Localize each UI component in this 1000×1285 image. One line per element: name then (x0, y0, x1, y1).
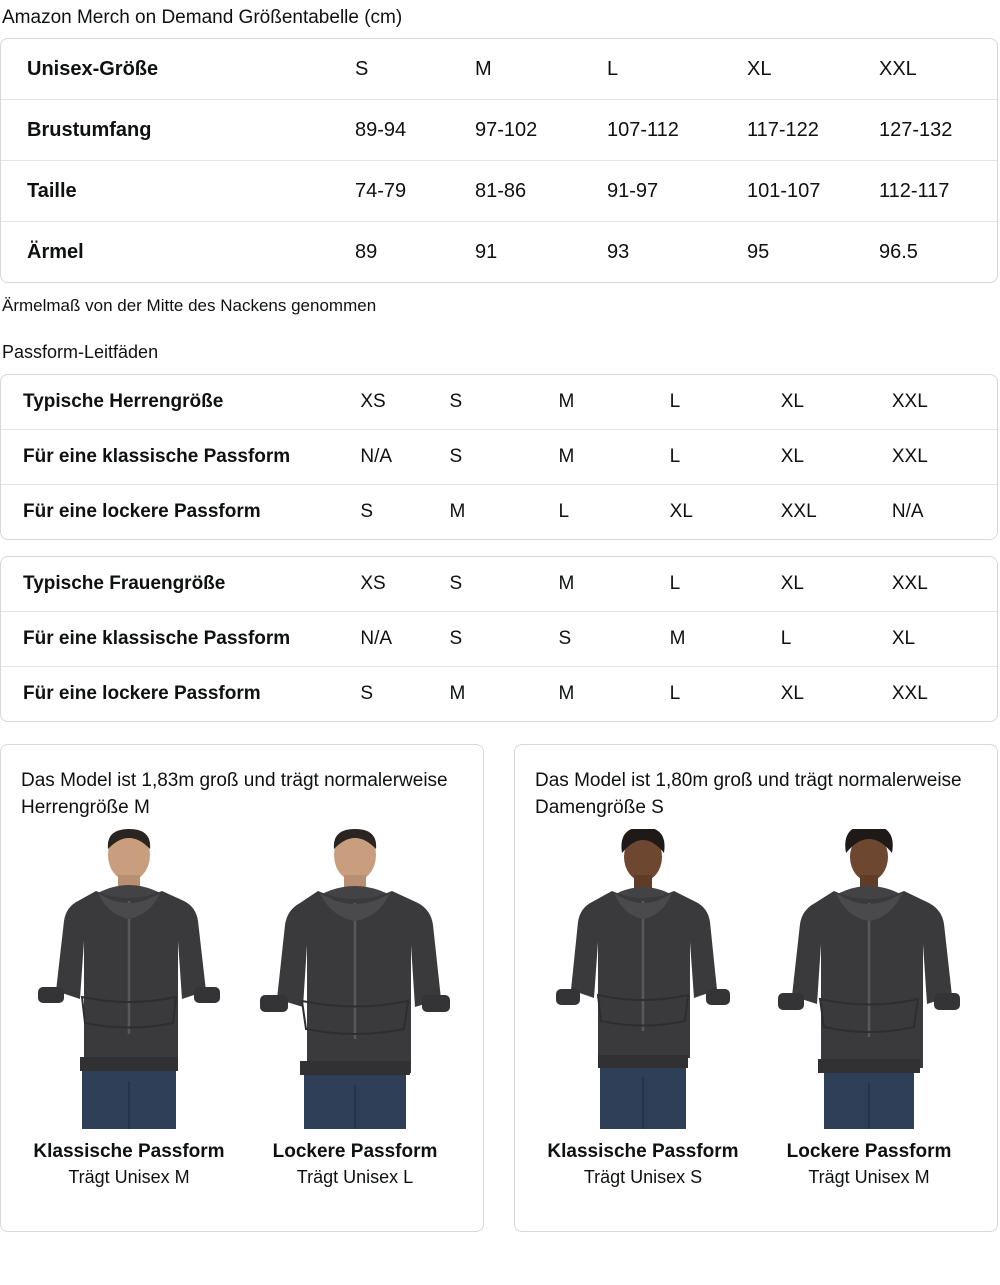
row-label: Für eine klassische Passform (1, 430, 334, 485)
cell: XL (780, 683, 804, 704)
cell: 95 (747, 241, 770, 263)
fit-wears: Trägt Unisex S (583, 1167, 703, 1187)
table-row (1, 100, 998, 161)
model-card-mens (0, 744, 484, 1232)
row-label: Ärmel (27, 241, 84, 263)
row-label: Für eine lockere Passform (23, 683, 261, 704)
figure-caption-relaxed (761, 1139, 977, 1190)
cell: XL (775, 557, 886, 612)
cell: N/A (334, 430, 443, 485)
cell: N/A (334, 612, 443, 667)
cell: XL (775, 375, 886, 430)
cell: XS (334, 375, 443, 430)
model-figures (21, 829, 463, 1129)
cell: XXL (891, 683, 928, 704)
cell: M (555, 375, 666, 430)
model-figure-relaxed-fit (260, 829, 450, 1129)
row-label: Taille (1, 161, 331, 222)
model-figure-relaxed-fit (774, 829, 964, 1129)
fit-name: Lockere Passform (272, 1141, 438, 1162)
cell: M (666, 612, 775, 667)
cell: XS (334, 557, 443, 612)
table-row (1, 375, 997, 430)
figure-caption-relaxed (247, 1139, 463, 1190)
cell: 117-122 (739, 100, 871, 161)
cell: S (331, 39, 465, 100)
row-label: Typische Herrengröße (1, 375, 334, 430)
row-label: Typische Frauengröße (1, 557, 334, 612)
table-row (1, 667, 997, 722)
cell: M (465, 39, 599, 100)
table-row (1, 612, 997, 667)
unisex-measurements-table (0, 38, 998, 283)
model-figure-labels (21, 1139, 463, 1190)
fit-wears: Trägt Unisex M (808, 1167, 930, 1187)
cell: L (669, 683, 681, 704)
table-row (1, 485, 997, 540)
model-figure-classic-fit (34, 829, 224, 1129)
cell: XXL (886, 430, 997, 485)
cell: M (555, 557, 666, 612)
row-label: Unisex-Größe (1, 39, 331, 100)
cell: S (360, 683, 374, 704)
model-description: Das Model ist 1,80m groß und trägt normalerweise Damengröße S (535, 770, 962, 818)
cell: L (558, 501, 570, 522)
cell: S (443, 612, 554, 667)
cell: L (666, 557, 775, 612)
womens-fit-guide-table (0, 556, 998, 722)
cell: L (666, 430, 775, 485)
cell: S (443, 375, 554, 430)
table-row (1, 430, 997, 485)
cell: 89 (355, 241, 378, 263)
cell: L (775, 612, 886, 667)
cell: 91 (475, 241, 498, 263)
mens-fit-guide-table (0, 374, 998, 540)
fit-name: Klassische Passform (547, 1141, 739, 1162)
cell: M (449, 683, 466, 704)
cell: S (360, 501, 374, 522)
cell: 127-132 (871, 100, 998, 161)
cell: M (558, 683, 575, 704)
cell: 97-102 (465, 100, 599, 161)
model-card-womens (514, 744, 998, 1232)
cell: XL (739, 39, 871, 100)
table-row (1, 557, 997, 612)
cell: 81-86 (465, 161, 599, 222)
row-label: Brustumfang (1, 100, 331, 161)
cell: 74-79 (331, 161, 465, 222)
table-row (1, 222, 998, 283)
cell: M (449, 501, 466, 522)
cell: L (666, 375, 775, 430)
cell: S (555, 612, 666, 667)
fit-wears: Trägt Unisex L (296, 1167, 414, 1187)
cell: XL (669, 501, 693, 522)
model-figure-classic-fit (548, 829, 738, 1129)
cell: L (599, 39, 739, 100)
cell: M (555, 430, 666, 485)
cell: S (443, 557, 554, 612)
cell: 91-97 (599, 161, 739, 222)
figure-caption-classic (535, 1139, 751, 1190)
cell: 101-107 (739, 161, 871, 222)
cell: XXL (780, 501, 817, 522)
cell: 112-117 (871, 161, 998, 222)
cell: 107-112 (599, 100, 739, 161)
model-description: Das Model ist 1,83m groß und trägt normalerweise Herrengröße M (21, 770, 448, 818)
fit-wears: Trägt Unisex M (68, 1167, 190, 1187)
cell: XL (775, 430, 886, 485)
model-figures (535, 829, 977, 1129)
cell: XXL (886, 557, 997, 612)
sleeve-measurement-note: Ärmelmaß von der Mitte des Nackens genommen (2, 296, 377, 315)
cell: XXL (871, 39, 998, 100)
cell: 89-94 (331, 100, 465, 161)
cell: XL (886, 612, 997, 667)
cell: N/A (891, 501, 924, 522)
page-title: Amazon Merch on Demand Größentabelle (cm) (2, 7, 403, 28)
table-row (1, 161, 998, 222)
cell: 96.5 (879, 241, 918, 263)
fit-name: Klassische Passform (33, 1141, 225, 1162)
model-figure-labels (535, 1139, 977, 1190)
row-label: Für eine klassische Passform (1, 612, 334, 667)
model-cards-row (0, 744, 998, 1232)
cell: S (443, 430, 554, 485)
figure-caption-classic (21, 1139, 237, 1190)
cell: 93 (607, 241, 630, 263)
cell: XXL (886, 375, 997, 430)
row-label: Für eine lockere Passform (23, 501, 261, 522)
table-row (1, 39, 998, 100)
fit-guides-heading: Passform-Leitfäden (2, 342, 159, 362)
fit-name: Lockere Passform (786, 1141, 952, 1162)
